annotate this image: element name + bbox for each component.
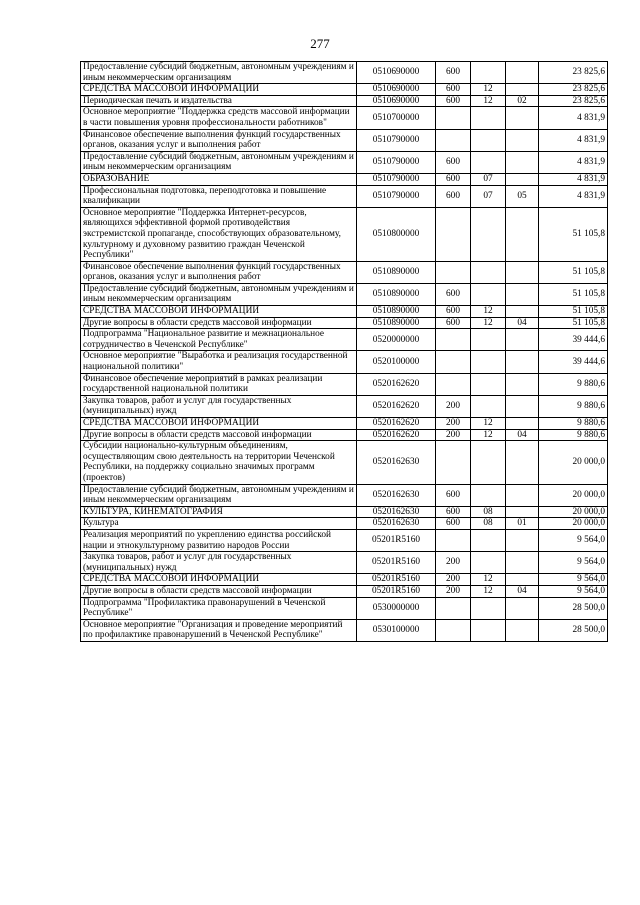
row-name: Профессиональная подготовка, переподготовка и повышение квалификации (81, 185, 357, 207)
row-target-code: 0510690000 (357, 62, 436, 84)
table-row (81, 95, 608, 107)
row-amount: 51 105,8 (539, 317, 608, 329)
row-name: Подпрограмма "Профилактика правонарушений в Чеченской Республике" (81, 597, 357, 619)
row-target-code: 05201R5160 (357, 529, 436, 551)
row-subsection (506, 283, 539, 305)
row-subsection (506, 107, 539, 129)
row-subsection (506, 418, 539, 430)
row-expense-type (436, 129, 471, 151)
row-subsection (506, 395, 539, 417)
row-amount: 4 831,9 (539, 129, 608, 151)
row-expense-type: 200 (436, 585, 471, 597)
row-subsection (506, 84, 539, 96)
row-amount: 4 831,9 (539, 151, 608, 173)
table-row (81, 317, 608, 329)
row-target-code: 0510790000 (357, 129, 436, 151)
row-expense-type (436, 597, 471, 619)
row-section (471, 329, 506, 351)
row-amount: 51 105,8 (539, 283, 608, 305)
row-amount: 9 564,0 (539, 552, 608, 574)
row-target-code: 0510690000 (357, 84, 436, 96)
table-row (81, 329, 608, 351)
row-subsection (506, 261, 539, 283)
table-row (81, 518, 608, 530)
row-subsection: 05 (506, 185, 539, 207)
row-expense-type: 600 (436, 484, 471, 506)
row-section: 12 (471, 585, 506, 597)
row-target-code: 0510690000 (357, 95, 436, 107)
row-name: Финансовое обеспечение мероприятий в рамках реализации государственной национальной политики (81, 373, 357, 395)
row-expense-type: 600 (436, 173, 471, 185)
row-expense-type: 600 (436, 317, 471, 329)
row-target-code: 0520100000 (357, 351, 436, 373)
table-row (81, 283, 608, 305)
row-amount: 4 831,9 (539, 173, 608, 185)
row-target-code: 0520162630 (357, 441, 436, 484)
row-name: СРЕДСТВА МАССОВОЙ ИНФОРМАЦИИ (81, 84, 357, 96)
row-expense-type: 600 (436, 95, 471, 107)
row-subsection (506, 329, 539, 351)
row-target-code: 0510700000 (357, 107, 436, 129)
table-row (81, 506, 608, 518)
row-subsection: 02 (506, 95, 539, 107)
table-row (81, 418, 608, 430)
row-section (471, 373, 506, 395)
row-target-code: 0510890000 (357, 261, 436, 283)
row-subsection (506, 441, 539, 484)
row-section: 12 (471, 429, 506, 441)
table-row (81, 574, 608, 586)
row-subsection (506, 373, 539, 395)
row-name: Основное мероприятие "Поддержка средств массовой информации в части повышения уровня профессиональности работников" (81, 107, 357, 129)
row-expense-type: 600 (436, 306, 471, 318)
row-name: Основное мероприятие "Поддержка Интернет-ресурсов, являющихся эффективной формой противодействия экстремистской пропаганде, способствующих образовательному, культурному и духовному развитию граждан Чеченской Республики" (81, 207, 357, 261)
row-expense-type: 600 (436, 283, 471, 305)
row-section (471, 283, 506, 305)
row-expense-type: 600 (436, 151, 471, 173)
row-target-code: 0530100000 (357, 619, 436, 641)
row-target-code: 0520162630 (357, 518, 436, 530)
row-section: 12 (471, 95, 506, 107)
row-target-code: 0520162620 (357, 418, 436, 430)
row-subsection: 04 (506, 429, 539, 441)
row-name: Периодическая печать и издательства (81, 95, 357, 107)
row-amount: 39 444,6 (539, 329, 608, 351)
row-amount: 9 564,0 (539, 585, 608, 597)
row-name: Подпрограмма "Национальное развитие и межнациональное сотрудничество в Чеченской Республике" (81, 329, 357, 351)
row-expense-type (436, 619, 471, 641)
table-row (81, 585, 608, 597)
table-row (81, 306, 608, 318)
row-amount: 39 444,6 (539, 351, 608, 373)
row-amount: 20 000,0 (539, 441, 608, 484)
row-section (471, 441, 506, 484)
table-row (81, 429, 608, 441)
row-section (471, 619, 506, 641)
row-subsection (506, 207, 539, 261)
row-name: СРЕДСТВА МАССОВОЙ ИНФОРМАЦИИ (81, 306, 357, 318)
row-subsection: 04 (506, 585, 539, 597)
table-row (81, 62, 608, 84)
row-section: 07 (471, 173, 506, 185)
row-section: 12 (471, 317, 506, 329)
row-amount: 4 831,9 (539, 185, 608, 207)
row-target-code: 0520162620 (357, 395, 436, 417)
row-subsection (506, 151, 539, 173)
row-target-code: 05201R5160 (357, 552, 436, 574)
row-expense-type: 200 (436, 395, 471, 417)
row-amount: 23 825,6 (539, 84, 608, 96)
row-section: 08 (471, 506, 506, 518)
row-target-code: 05201R5160 (357, 574, 436, 586)
row-amount: 4 831,9 (539, 107, 608, 129)
row-amount: 20 000,0 (539, 506, 608, 518)
row-amount: 23 825,6 (539, 95, 608, 107)
row-section (471, 62, 506, 84)
row-subsection (506, 619, 539, 641)
table-row (81, 619, 608, 641)
row-name: Другие вопросы в области средств массовой информации (81, 429, 357, 441)
row-amount: 9 880,6 (539, 373, 608, 395)
row-amount: 9 564,0 (539, 574, 608, 586)
row-subsection (506, 506, 539, 518)
row-name: ОБРАЗОВАНИЕ (81, 173, 357, 185)
row-target-code: 0520162630 (357, 484, 436, 506)
row-subsection (506, 129, 539, 151)
table-row (81, 351, 608, 373)
row-expense-type: 600 (436, 506, 471, 518)
row-section: 12 (471, 306, 506, 318)
row-section (471, 107, 506, 129)
row-target-code: 0510790000 (357, 173, 436, 185)
table-row (81, 207, 608, 261)
table-row (81, 129, 608, 151)
row-name: Предоставление субсидий бюджетным, автономным учреждениям и иным некоммерческим организациям (81, 62, 357, 84)
row-amount: 51 105,8 (539, 306, 608, 318)
row-subsection: 04 (506, 317, 539, 329)
table-row (81, 597, 608, 619)
row-amount: 28 500,0 (539, 597, 608, 619)
table-row (81, 441, 608, 484)
row-subsection (506, 529, 539, 551)
row-name: СРЕДСТВА МАССОВОЙ ИНФОРМАЦИИ (81, 574, 357, 586)
row-expense-type (436, 329, 471, 351)
table-row (81, 261, 608, 283)
budget-table (80, 61, 608, 642)
row-expense-type (436, 373, 471, 395)
row-amount: 9 564,0 (539, 529, 608, 551)
row-target-code: 0520162620 (357, 373, 436, 395)
row-amount: 9 880,6 (539, 395, 608, 417)
table-row (81, 84, 608, 96)
row-expense-type: 600 (436, 62, 471, 84)
row-name: Закупка товаров, работ и услуг для государственных (муниципальных) нужд (81, 395, 357, 417)
row-name: КУЛЬТУРА, КИНЕМАТОГРАФИЯ (81, 506, 357, 518)
row-subsection (506, 351, 539, 373)
row-amount: 20 000,0 (539, 518, 608, 530)
row-target-code: 0510890000 (357, 317, 436, 329)
row-expense-type (436, 107, 471, 129)
row-target-code: 0510800000 (357, 207, 436, 261)
row-subsection (506, 597, 539, 619)
row-expense-type: 200 (436, 574, 471, 586)
row-target-code: 0510790000 (357, 185, 436, 207)
row-name: Основное мероприятие "Организация и проведение мероприятий по профилактике правонарушений в Чеченской Республике" (81, 619, 357, 641)
row-expense-type: 200 (436, 418, 471, 430)
row-amount: 51 105,8 (539, 207, 608, 261)
row-name: Закупка товаров, работ и услуг для государственных (муниципальных) нужд (81, 552, 357, 574)
row-section: 12 (471, 84, 506, 96)
row-expense-type: 600 (436, 84, 471, 96)
row-target-code: 0520162630 (357, 506, 436, 518)
table-row (81, 151, 608, 173)
row-target-code: 0510890000 (357, 283, 436, 305)
row-name: Субсидии национально-культурным объединениям, осуществляющим свою деятельность на территории Чеченской Республики, на поддержку социально значимых программ (проектов) (81, 441, 357, 484)
row-section (471, 129, 506, 151)
row-name: Другие вопросы в области средств массовой информации (81, 585, 357, 597)
row-section (471, 395, 506, 417)
row-expense-type (436, 441, 471, 484)
row-expense-type: 200 (436, 552, 471, 574)
row-target-code: 05201R5160 (357, 585, 436, 597)
row-amount: 28 500,0 (539, 619, 608, 641)
row-subsection: 01 (506, 518, 539, 530)
row-section: 12 (471, 574, 506, 586)
table-row (81, 107, 608, 129)
row-name: Основное мероприятие "Выработка и реализация государственной национальной политики" (81, 351, 357, 373)
row-target-code: 0520000000 (357, 329, 436, 351)
row-amount: 51 105,8 (539, 261, 608, 283)
row-expense-type: 200 (436, 429, 471, 441)
table-row (81, 173, 608, 185)
table-row (81, 185, 608, 207)
row-subsection (506, 484, 539, 506)
row-target-code: 0510790000 (357, 151, 436, 173)
row-subsection (506, 552, 539, 574)
row-section (471, 351, 506, 373)
row-name: Предоставление субсидий бюджетным, автономным учреждениям и иным некоммерческим организациям (81, 283, 357, 305)
page-number: 277 (310, 36, 330, 51)
table-row (81, 552, 608, 574)
row-name: СРЕДСТВА МАССОВОЙ ИНФОРМАЦИИ (81, 418, 357, 430)
row-name: Финансовое обеспечение выполнения функций государственных органов, оказания услуг и выполнения работ (81, 261, 357, 283)
row-section: 08 (471, 518, 506, 530)
row-subsection (506, 574, 539, 586)
row-section: 07 (471, 185, 506, 207)
row-subsection (506, 62, 539, 84)
row-section (471, 261, 506, 283)
budget-table-body (81, 62, 608, 642)
row-expense-type: 600 (436, 185, 471, 207)
row-target-code: 0530000000 (357, 597, 436, 619)
row-amount: 9 880,6 (539, 418, 608, 430)
row-section (471, 484, 506, 506)
row-amount: 23 825,6 (539, 62, 608, 84)
row-target-code: 0510890000 (357, 306, 436, 318)
row-name: Культура (81, 518, 357, 530)
row-section (471, 207, 506, 261)
row-amount: 20 000,0 (539, 484, 608, 506)
row-expense-type (436, 529, 471, 551)
row-target-code: 0520162620 (357, 429, 436, 441)
row-section (471, 529, 506, 551)
table-row (81, 529, 608, 551)
row-section (471, 151, 506, 173)
row-expense-type (436, 351, 471, 373)
row-amount: 9 880,6 (539, 429, 608, 441)
row-subsection (506, 173, 539, 185)
row-section: 12 (471, 418, 506, 430)
row-section (471, 552, 506, 574)
row-name: Финансовое обеспечение выполнения функций государственных органов, оказания услуг и выполнения работ (81, 129, 357, 151)
row-expense-type (436, 261, 471, 283)
table-row (81, 373, 608, 395)
row-name: Предоставление субсидий бюджетным, автономным учреждениям и иным некоммерческим организациям (81, 484, 357, 506)
row-expense-type (436, 207, 471, 261)
row-subsection (506, 306, 539, 318)
row-name: Другие вопросы в области средств массовой информации (81, 317, 357, 329)
row-name: Предоставление субсидий бюджетным, автономным учреждениям и иным некоммерческим организациям (81, 151, 357, 173)
table-row (81, 395, 608, 417)
row-section (471, 597, 506, 619)
row-expense-type: 600 (436, 518, 471, 530)
table-row (81, 484, 608, 506)
row-name: Реализация мероприятий по укреплению единства российской нации и этнокультурному развитию народов России (81, 529, 357, 551)
